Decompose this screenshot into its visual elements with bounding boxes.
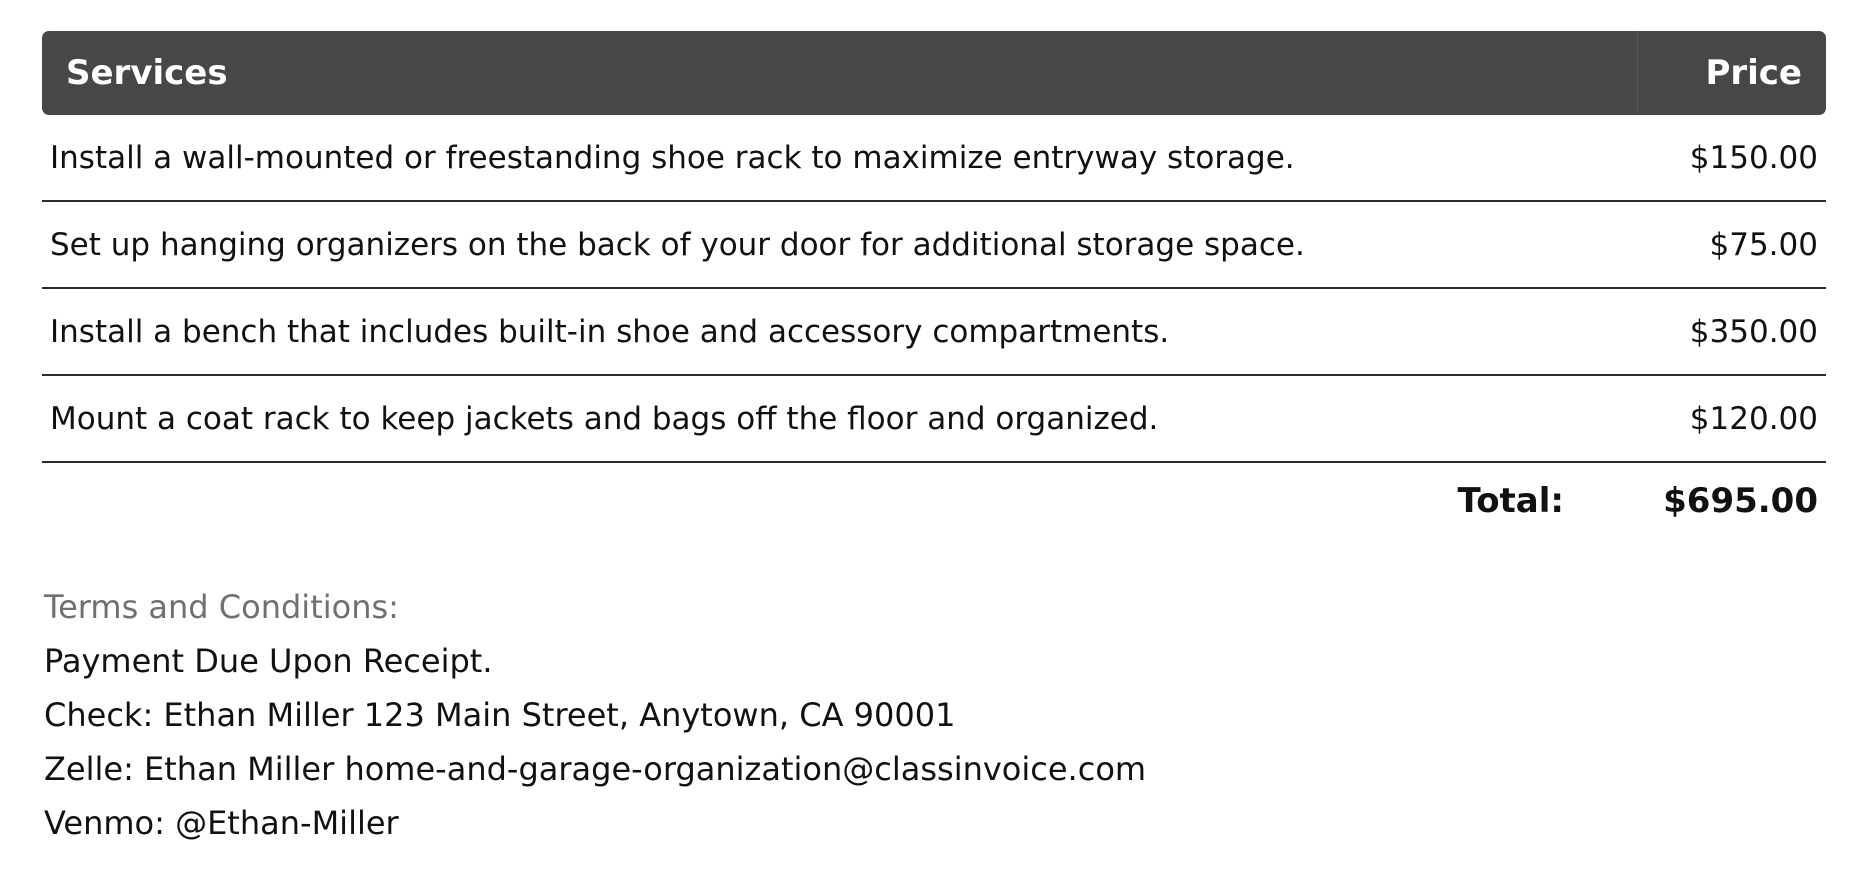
table-row [42, 201, 1826, 288]
total-value: $695.00 [1663, 481, 1818, 521]
table-row [42, 115, 1826, 201]
service-price: $75.00 [1638, 201, 1827, 288]
total-label: Total: [1457, 481, 1564, 521]
service-price: $350.00 [1638, 288, 1827, 375]
terms-section [44, 580, 1146, 850]
price-column-header: Price [1638, 31, 1827, 115]
terms-payment-due: Payment Due Upon Receipt. [44, 642, 493, 680]
terms-venmo: Venmo: @Ethan-Miller [44, 804, 399, 842]
service-description: Install a bench that includes built-in shoe and accessory compartments. [42, 288, 1638, 375]
terms-heading: Terms and Conditions: [44, 588, 399, 626]
terms-zelle: Zelle: Ethan Miller home-and-garage-organization@classinvoice.com [44, 750, 1147, 788]
table-row [42, 375, 1826, 462]
table-header-row [42, 31, 1826, 115]
table-header [42, 31, 1826, 115]
service-description: Install a wall-mounted or freestanding shoe rack to maximize entryway storage. [42, 115, 1638, 201]
service-description: Set up hanging organizers on the back of your door for additional storage space. [42, 201, 1638, 288]
total-row [42, 473, 1826, 533]
service-price: $120.00 [1638, 375, 1827, 462]
terms-check: Check: Ethan Miller 123 Main Street, Anytown, CA 90001 [44, 696, 956, 734]
services-table [42, 31, 1826, 463]
services-column-header: Services [66, 53, 228, 93]
service-description: Mount a coat rack to keep jackets and bags off the floor and organized. [42, 375, 1638, 462]
table-body [42, 115, 1826, 462]
table-row [42, 288, 1826, 375]
service-price: $150.00 [1638, 115, 1827, 201]
